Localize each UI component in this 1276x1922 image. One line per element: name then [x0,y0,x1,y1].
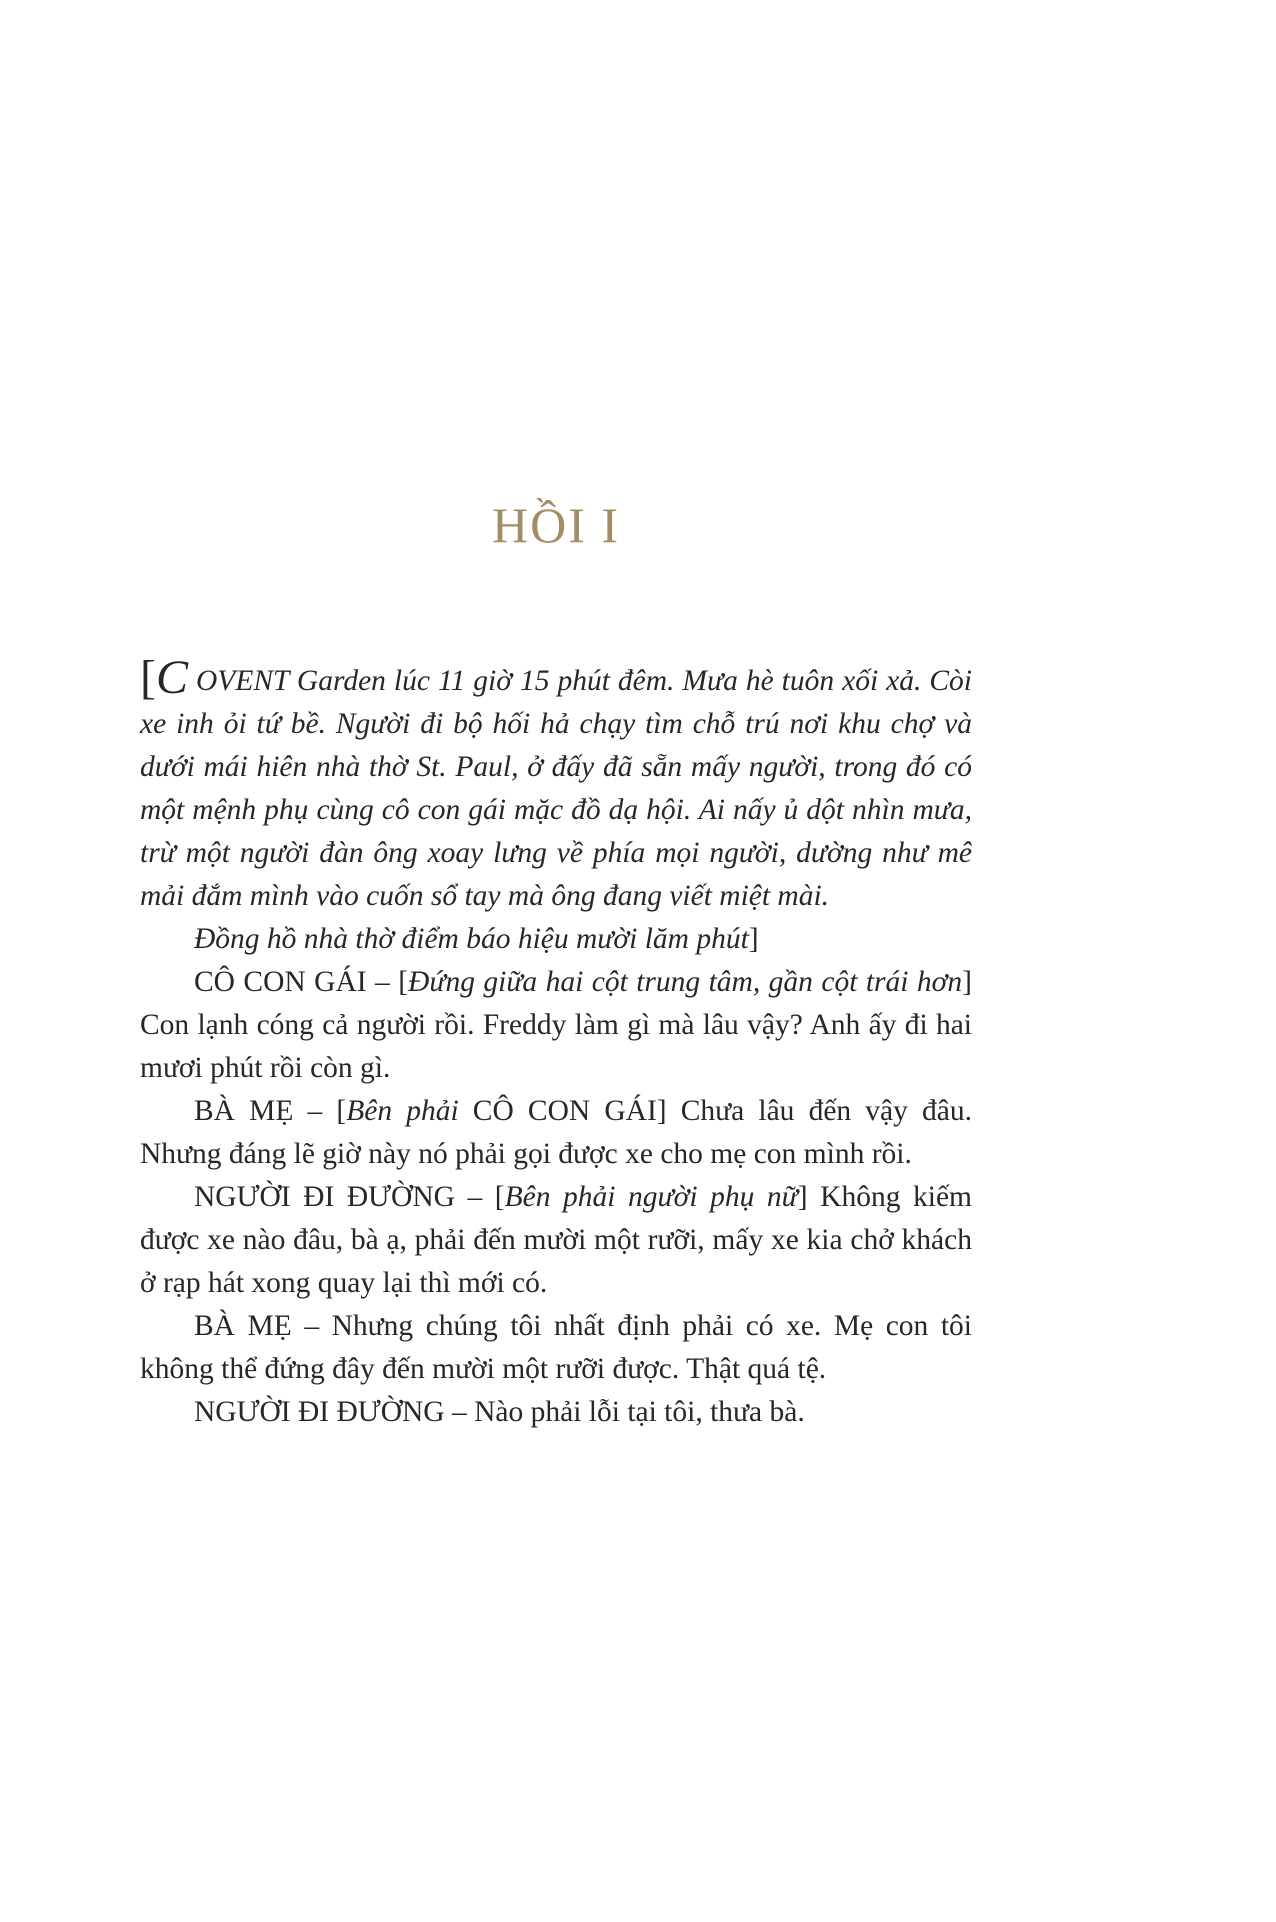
drop-cap: C [155,651,188,704]
speaker-name: CÔ CON GÁI – [ [194,966,409,998]
speaker-name: NGƯỜI ĐI ĐƯỜNG – [ [194,1181,505,1213]
dialogue-line [140,1391,972,1434]
speaker-direction: Đứng giữa hai cột trung tâm, gần cột trái hơn [408,966,963,998]
chapter-title: HỒI I [491,497,621,553]
dialogue-text: Nhưng chúng tôi nhất định phải có xe. Mẹ con tôi không thể đứng đây đến mười một rưỡi được. Thật quá tệ. [140,1310,972,1385]
stage-direction-text: OVENT Garden lúc 11 giờ 15 phút đêm. Mưa hè tuôn xối xả. Còi xe inh ỏi tứ bề. Người đi bộ hối hả chạy tìm chỗ trú nơi khu chợ và dưới mái hiên nhà thờ St. Paul, ở đấy đã sẵn mấy người, trong đó có một mệnh phụ cùng cô con gái mặc đồ dạ hội. Ai nấy ủ dột nhìn mưa, trừ một người đàn ông xoay lưng về phía mọi người, dường như mê mải đắm mình vào cuốn sổ tay mà ông đang viết miệt mài. [140,665,972,912]
speaker-direction-extra: CÔ CON GÁI [458,1095,657,1127]
dialogue-text: ] Chưa lâu đến vậy đâu. Nhưng đáng lẽ giờ này nó phải gọi được xe cho mẹ con mình rồi. [140,1095,972,1170]
opening-bracket: [ [140,651,156,704]
dialogue-line [140,961,972,1090]
opening-stage-direction [140,651,972,918]
dialogue-line [140,1305,972,1391]
dialogue-line [140,1090,972,1176]
dialogue-text: Nào phải lỗi tại tôi, thưa bà. [474,1396,805,1428]
speaker-name: NGƯỜI ĐI ĐƯỜNG – [194,1396,475,1428]
speaker-direction: Bên phải [346,1095,459,1127]
dialogue-text: ] Không kiếm được xe nào đâu, bà ạ, phải đến mười một rưỡi, mấy xe kia chở khách ở rạp hát xong quay lại thì mới có. [140,1181,972,1299]
speaker-name: BÀ MẸ – [194,1310,332,1342]
speaker-name: BÀ MẸ – [ [194,1095,347,1127]
closing-bracket: ] [748,923,759,955]
speaker-direction: Bên phải người phụ nữ [504,1181,798,1213]
clock-stage-direction [140,918,972,961]
clock-direction-text: Đồng hồ nhà thờ điểm báo hiệu mười lăm phút [194,923,749,955]
dialogue-text: ] Con lạnh cóng cả người rồi. Freddy làm gì mà lâu vậy? Anh ấy đi hai mươi phút rồi còn gì. [140,966,972,1084]
dialogue-line [140,1176,972,1305]
play-text [140,651,972,1434]
